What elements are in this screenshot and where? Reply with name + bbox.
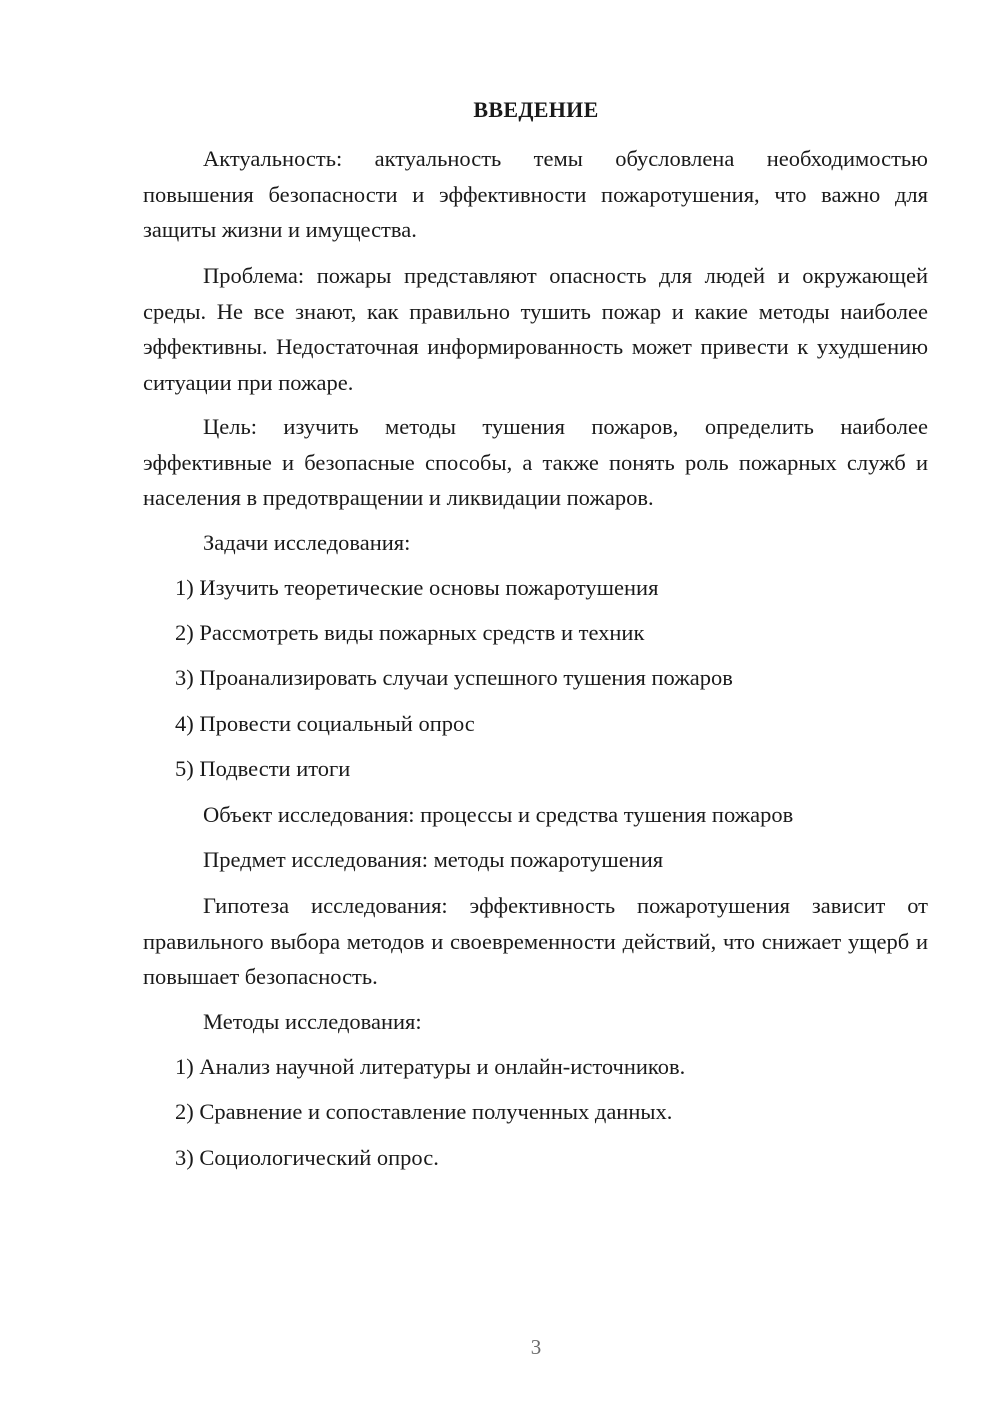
method-item: 1) Анализ научной литературы и онлайн-источников. [175,1054,686,1079]
task-item: 4) Провести социальный опрос [175,711,475,736]
page-number: 3 [530,1335,542,1359]
task-item: 3) Проанализировать случаи успешного тушения пожаров [175,665,733,690]
method-item: 3) Социологический опрос. [175,1145,439,1170]
relevance-paragraph: Актуальность: актуальность темы обусловлена необходимостью повышения безопасности и эффективности пожаротушения, что важно для защиты жизни и имущества. [143,146,928,242]
task-item: 2) Рассмотреть виды пожарных средств и техник [175,620,645,645]
research-subject: Предмет исследования: методы пожаротушения [203,847,664,872]
research-object: Объект исследования: процессы и средства тушения пожаров [203,802,794,827]
goal-paragraph: Цель: изучить методы тушения пожаров, определить наиболее эффективные и безопасные способы, а также понять роль пожарных служб и населения в предотвращении и ликвидации пожаров. [143,414,928,510]
task-item: 1) Изучить теоретические основы пожаротушения [175,575,659,600]
methods-heading: Методы исследования: [203,1009,422,1034]
task-item: 5) Подвести итоги [175,756,351,781]
method-item: 2) Сравнение и сопоставление полученных данных. [175,1099,673,1124]
hypothesis-paragraph: Гипотеза исследования: эффективность пожаротушения зависит от правильного выбора методов и своевременности действий, что снижает ущерб и повышает безопасность. [143,893,928,989]
page-title: ВВЕДЕНИЕ [473,97,599,122]
problem-paragraph: Проблема: пожары представляют опасность для людей и окружающей среды. Не все знают, как правильно тушить пожар и какие методы наиболее эффективны. Недостаточная информированность может привести к ухудшению ситуации при пожаре. [143,263,928,395]
tasks-heading: Задачи исследования: [203,530,411,555]
